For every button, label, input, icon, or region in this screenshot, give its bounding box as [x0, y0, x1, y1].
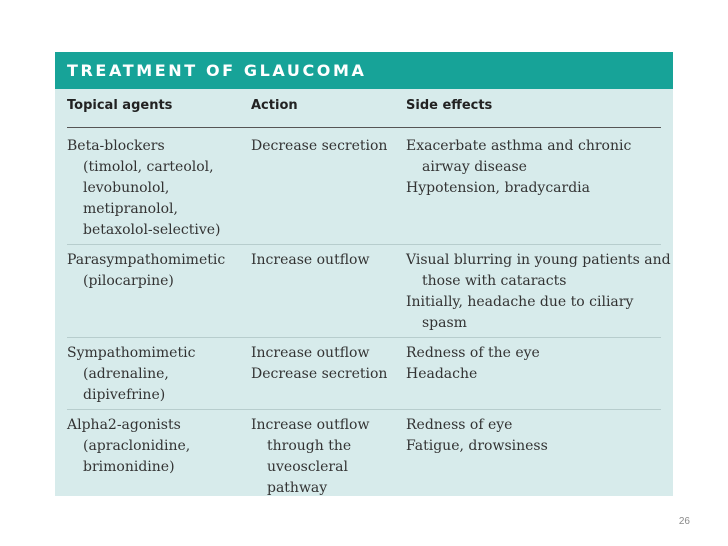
side-effects-cell	[406, 343, 661, 406]
action-line: through the	[267, 438, 352, 454]
side-effect-line: those with cataracts	[422, 273, 567, 289]
treatment-table	[67, 97, 671, 496]
row-divider	[67, 244, 661, 245]
side-effects-cell	[406, 415, 661, 496]
action-line: uveoscleral	[267, 459, 348, 475]
table-title: TREATMENT OF GLAUCOMA	[55, 52, 673, 89]
agent-line: betaxolol-selective)	[83, 222, 221, 238]
side-effects-cell	[406, 136, 661, 241]
action-line: Increase outflow	[251, 252, 370, 268]
table-row	[67, 136, 661, 241]
action-line: pathway	[267, 480, 328, 496]
action-line: Decrease secretion	[251, 138, 388, 154]
side-effect-line: Redness of the eye	[406, 345, 540, 361]
action-cell	[251, 136, 406, 241]
side-effect-line: Redness of eye	[406, 417, 513, 433]
agents-cell	[67, 250, 251, 334]
agent-line: levobunolol,	[83, 180, 170, 196]
table-row	[67, 250, 671, 334]
table-row	[67, 415, 661, 496]
side-effect-line: Exacerbate asthma and chronic	[406, 138, 632, 154]
table-header-row	[67, 97, 661, 128]
header-side-effects: Side effects	[406, 98, 493, 113]
agent-line: Beta-blockers	[67, 138, 165, 154]
agent-line: Sympathomimetic	[67, 345, 196, 361]
agents-cell	[67, 136, 251, 241]
side-effect-line: airway disease	[422, 159, 527, 175]
agents-cell	[67, 415, 251, 496]
side-effect-line: Headache	[406, 366, 478, 382]
agents-cell	[67, 343, 251, 406]
side-effect-line: Visual blurring in young patients and	[406, 252, 671, 268]
action-line: Decrease secretion	[251, 366, 388, 382]
agent-line: (pilocarpine)	[83, 273, 174, 289]
row-divider	[67, 409, 661, 410]
action-cell	[251, 250, 406, 334]
agent-line: Parasympathomimetic	[67, 252, 226, 268]
action-line: Increase outflow	[251, 345, 370, 361]
agent-line: (timolol, carteolol,	[83, 159, 214, 175]
agent-line: dipivefrine)	[83, 387, 166, 403]
action-cell	[251, 415, 406, 496]
action-line: Increase outflow	[251, 417, 370, 433]
agent-line: brimonidine)	[83, 459, 175, 475]
row-divider	[67, 337, 661, 338]
glaucoma-table-panel	[55, 52, 673, 496]
side-effect-line: spasm	[422, 315, 467, 331]
agent-line: metipranolol,	[83, 201, 178, 217]
table-row	[67, 343, 661, 406]
side-effect-line: Initially, headache due to ciliary	[406, 294, 634, 310]
agent-line: (apraclonidine,	[83, 438, 191, 454]
agent-line: (adrenaline,	[83, 366, 169, 382]
table-body	[67, 128, 671, 496]
agent-line: Alpha2-agonists	[67, 417, 181, 433]
action-cell	[251, 343, 406, 406]
side-effect-line: Fatigue, drowsiness	[406, 438, 548, 454]
side-effects-cell	[406, 250, 671, 334]
slide-page-number: 26	[678, 516, 690, 527]
header-action: Action	[251, 98, 298, 113]
side-effect-line: Hypotension, bradycardia	[406, 180, 590, 196]
header-topical-agents: Topical agents	[67, 98, 173, 113]
